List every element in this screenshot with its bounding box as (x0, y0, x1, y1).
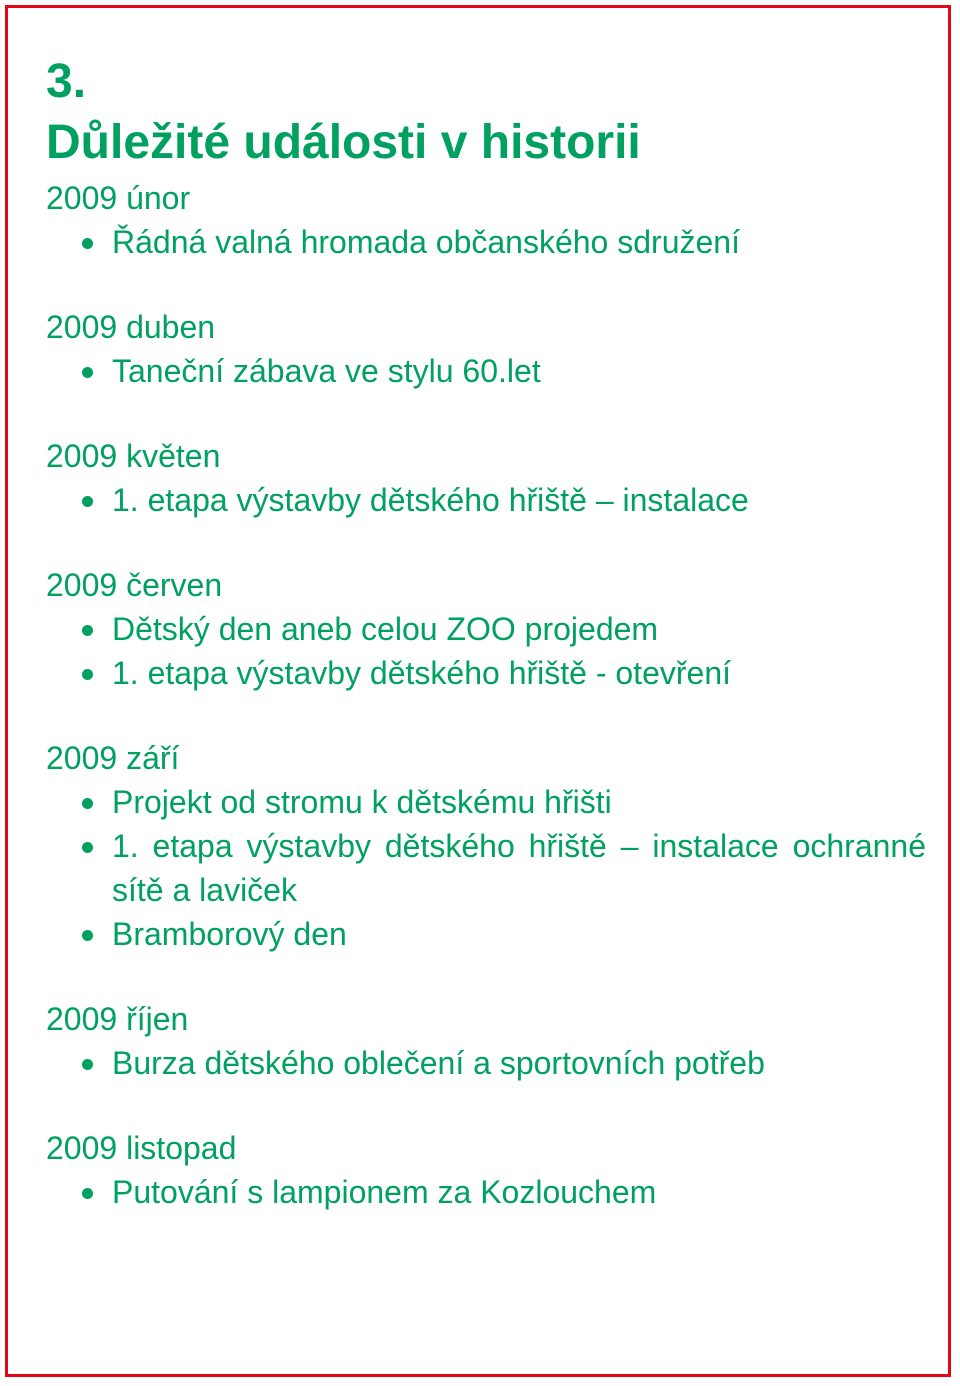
event-list (46, 780, 926, 956)
list-item (46, 220, 926, 264)
bullet-icon (82, 238, 93, 249)
event-list (46, 607, 926, 695)
history-section (46, 176, 926, 264)
history-section (46, 563, 926, 695)
bullet-icon (82, 669, 93, 680)
history-section (46, 736, 926, 956)
event-text: Dětský den aneb celou ZOO projedem (112, 611, 659, 647)
event-text: Bramborový den (112, 916, 347, 952)
month-label: 2009 listopad (46, 1130, 237, 1166)
event-text: Taneční zábava ve stylu 60.let (112, 353, 541, 389)
list-item (46, 1170, 926, 1214)
list-item (46, 478, 926, 522)
document-content (46, 52, 926, 1255)
section-number: 3. (46, 55, 87, 108)
event-text: 1. etapa výstavby dětského hřiště – instalace (112, 482, 749, 518)
bullet-icon (82, 625, 93, 636)
event-list (46, 1170, 926, 1214)
event-list (46, 1041, 926, 1085)
bullet-icon (82, 1059, 93, 1070)
event-list (46, 349, 926, 393)
bullet-icon (82, 842, 93, 853)
history-section (46, 305, 926, 393)
bullet-icon (82, 930, 93, 941)
event-text: 1. etapa výstavby dětského hřiště - otevření (112, 655, 731, 691)
event-list (46, 220, 926, 264)
page-title: Důležité události v historii (46, 116, 641, 169)
event-list (46, 478, 926, 522)
event-text: Burza dětského oblečení a sportovních potřeb (112, 1045, 765, 1081)
list-item (46, 912, 926, 956)
event-text: Projekt od stromu k dětskému hřišti (112, 784, 612, 820)
bullet-icon (82, 1188, 93, 1199)
month-label: 2009 květen (46, 438, 221, 474)
history-section (46, 1126, 926, 1214)
month-label: 2009 únor (46, 180, 191, 216)
event-text: Putování s lampionem za Kozlouchem (112, 1174, 657, 1210)
bullet-icon (82, 367, 93, 378)
month-label: 2009 duben (46, 309, 216, 345)
list-item (46, 607, 926, 651)
month-label: 2009 červen (46, 567, 223, 603)
list-item (46, 1041, 926, 1085)
history-section (46, 434, 926, 522)
list-item (46, 349, 926, 393)
history-section (46, 997, 926, 1085)
list-item (46, 780, 926, 824)
list-item (46, 824, 926, 912)
list-item (46, 651, 926, 695)
month-label: 2009 září (46, 740, 180, 776)
bullet-icon (82, 496, 93, 507)
event-text: Řádná valná hromada občanského sdružení (112, 224, 740, 260)
month-label: 2009 říjen (46, 1001, 189, 1037)
event-text: 1. etapa výstavby dětského hřiště – instalace ochranné sítě a laviček (112, 828, 926, 908)
bullet-icon (82, 798, 93, 809)
